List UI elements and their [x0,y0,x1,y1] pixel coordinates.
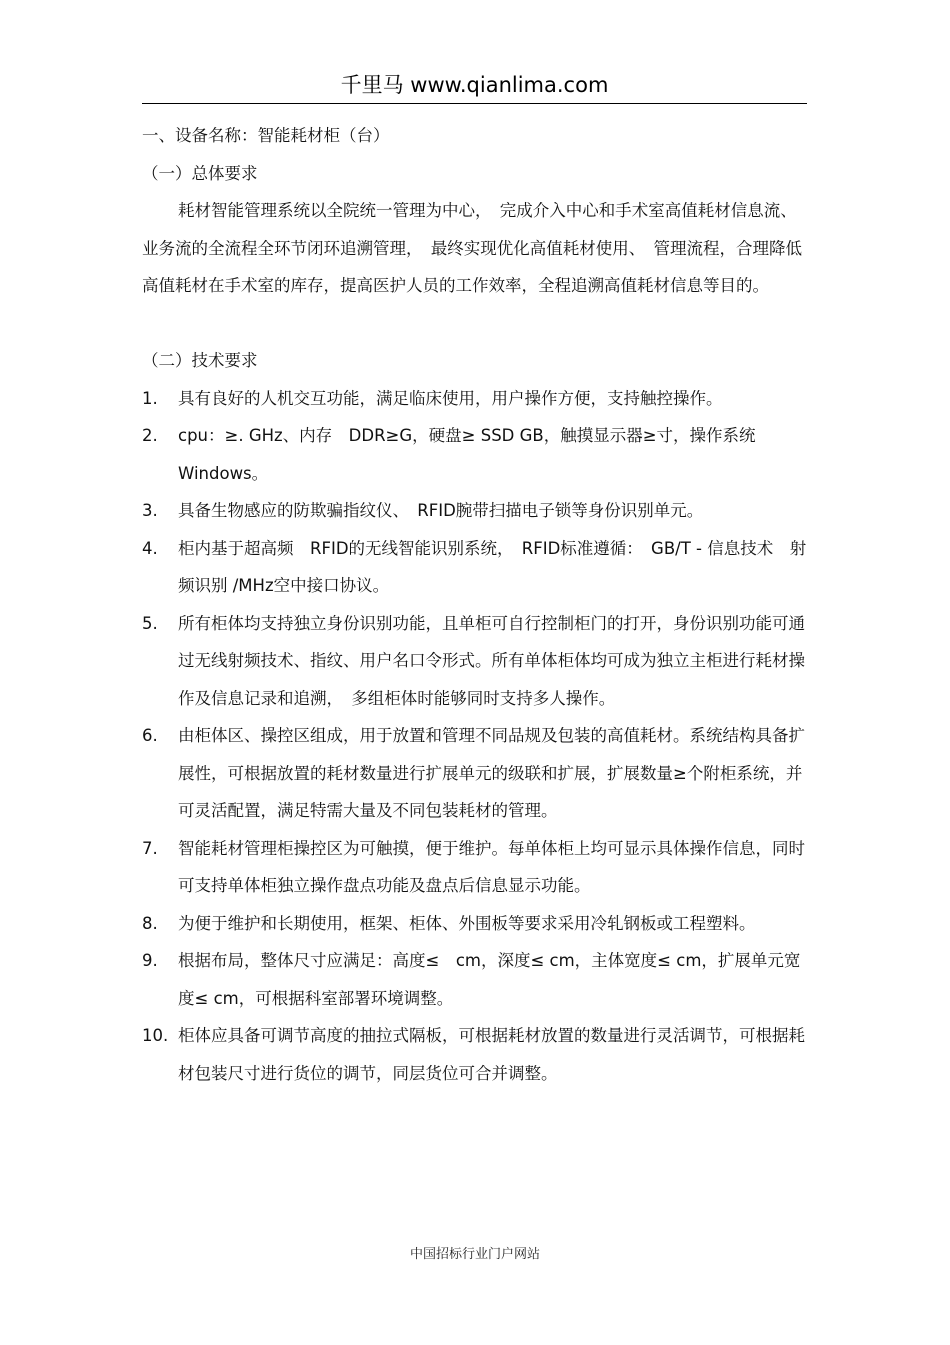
requirement-item [142,417,807,492]
item-number: 5. [142,613,158,633]
item-text: 根据布局，整体尺寸应满足：高度≤ cm，深度≤ cm，主体宽度≤ cm，扩展单元宽度≤ cm，可根据科室部署环境调整。 [178,951,801,1008]
item-text: 柜体应具备可调节高度的抽拉式隔板，可根据耗材放置的数量进行灵活调节，可根据耗材包装尺寸进行货位的调节，同层货位可合并调整。 [178,1026,805,1083]
item-number: 1. [142,388,158,408]
section-technical-title: （二）技术要求 [142,351,258,370]
item-text: 具备生物感应的防欺骗指纹仪、 RFID腕带扫描电子锁等身份识别单元。 [178,501,704,520]
item-text: 具有良好的人机交互功能，满足临床使用，用户操作方便，支持触控操作。 [178,388,723,408]
paragraph-gap [142,305,807,343]
section-general-title: （一）总体要求 [142,163,258,183]
requirement-item [142,380,807,418]
item-text: 柜内基于超高频 RFID的无线智能识别系统， RFID标准遵循： GB/T - 信息技术 射频识别 /MHz空中接口协议。 [178,538,807,595]
item-number: 8. [142,913,158,933]
section-general-body: 耗材智能管理系统以全院统一管理为中心， 完成介入中心和手术室高值耗材信息流、业务流的全流程全环节闭环追溯管理， 最终实现优化高值耗材使用、 管理流程，合理降低高值耗材在手术室的库存，提高医护人员的工作效率，全程追溯高值耗材信息等目的。 [142,201,802,295]
requirement-item [142,492,807,530]
site-header: 千里马 www.qianlima.com [340,73,609,97]
item-text: cpu：≥. GHz、内存 DDR≥G，硬盘≥ SSD GB，触摸显示器≥寸，操作系统Windows。 [178,426,756,483]
site-footer: 中国招标行业门户网站 [409,1247,540,1262]
equipment-heading: 一、设备名称：智能耗材柜（台） [142,126,390,145]
item-number: 9. [142,951,158,970]
item-number: 7. [142,838,158,858]
item-text: 所有柜体均支持独立身份识别功能，且单柜可自行控制柜门的打开，身份识别功能可通过无线射频技术、指纹、用户名口令形式。所有单体柜体均可成为独立主柜进行耗材操作及信息记录和追溯， 多组柜体时能够同时支持多人操作。 [178,613,805,708]
requirement-list [142,380,807,1093]
item-number: 4. [142,538,158,558]
requirement-item [142,830,807,905]
item-number: 6. [142,726,158,745]
item-number: 10. [142,1026,169,1045]
requirement-item [142,1017,807,1092]
item-text: 由柜体区、操控区组成，用于放置和管理不同品规及包装的高值耗材。系统结构具备扩展性，可根据放置的耗材数量进行扩展单元的级联和扩展，扩展数量≥个附柜系统，并可灵活配置，满足特需大量及不同包装耗材的管理。 [178,726,805,820]
item-text: 智能耗材管理柜操控区为可触摸，便于维护。每单体柜上均可显示具体操作信息，同时可支持单体柜独立操作盘点功能及盘点后信息显示功能。 [178,838,805,895]
header-divider [142,103,807,104]
item-number: 3. [142,501,158,520]
requirement-item [142,717,807,830]
requirement-item [142,905,807,943]
item-number: 2. [142,426,158,445]
requirement-item [142,605,807,718]
item-text: 为便于维护和长期使用，框架、柜体、外围板等要求采用冷轧钢板或工程塑料。 [178,913,756,933]
document-body [142,117,807,1092]
requirement-item [142,942,807,1017]
requirement-item [142,530,807,605]
